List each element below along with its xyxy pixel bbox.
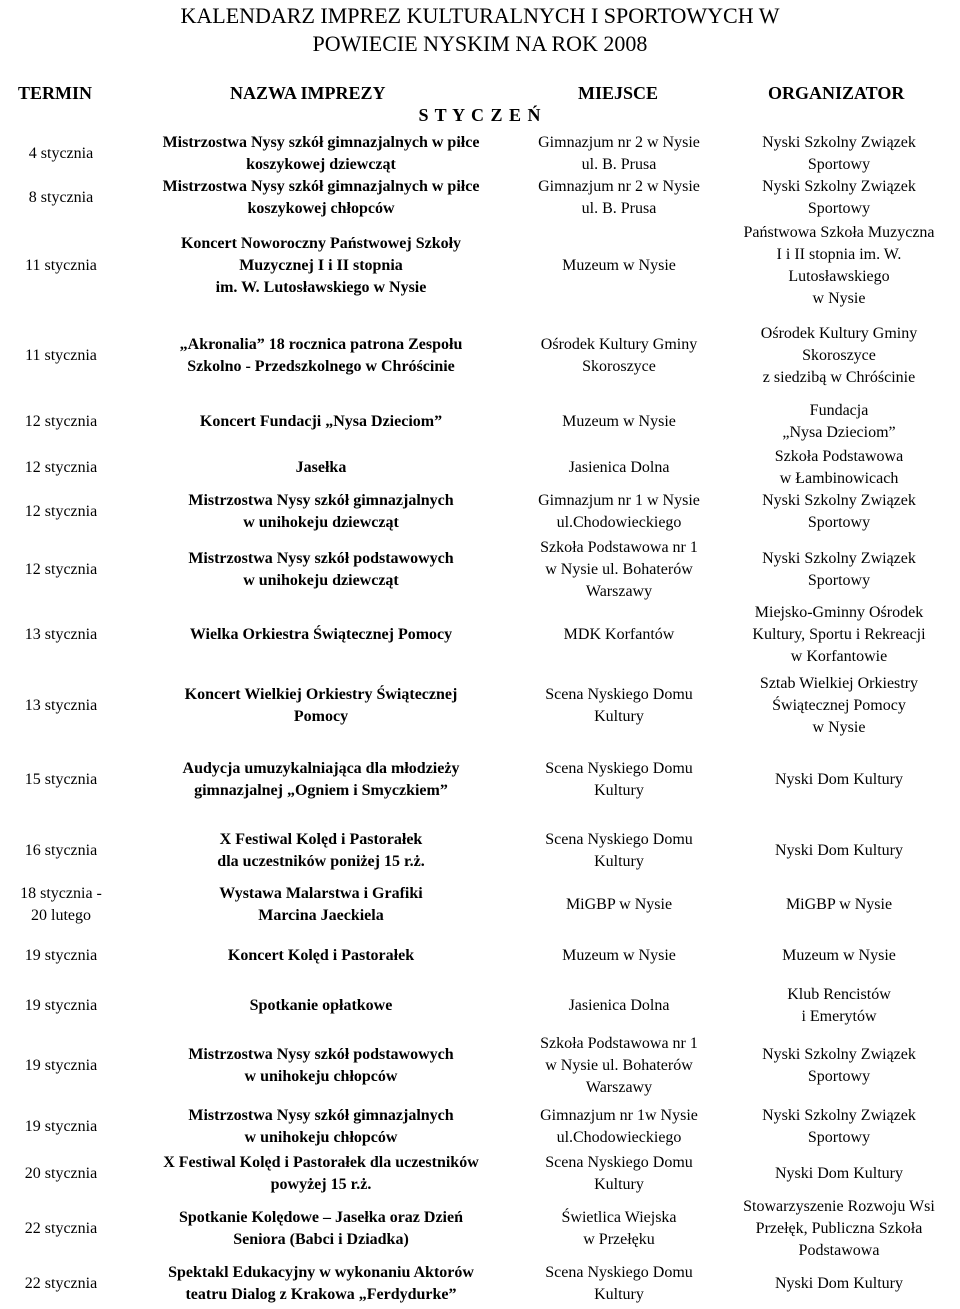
event-name-cell <box>122 489 520 535</box>
event-organizer: Muzeum w Nysie <box>782 947 896 964</box>
event-term: 12 stycznia <box>24 561 98 578</box>
event-name: „Akronalia” 18 rocznica patrona Zespołu Szkolno - Przedszkolnego w Chróścinie <box>179 336 463 375</box>
event-organizer: Sztab Wielkiej Orkiestry Świątecznej Pomocy w Nysie <box>759 675 919 736</box>
event-organizer-cell <box>718 880 960 930</box>
event-organizer-cell <box>718 221 960 311</box>
event-organizer: Szkoła Podstawowa w Łambinowicach <box>774 448 904 487</box>
event-place-cell <box>520 822 718 880</box>
event-organizer: Nyski Szkolny Związek Sportowy <box>762 178 916 217</box>
event-name-cell <box>122 221 520 311</box>
event-place: Gimnazjum nr 1 w Nysie ul.Chodowieckiego <box>538 492 700 531</box>
event-term: 15 stycznia <box>24 771 98 788</box>
event-place-cell <box>520 1100 718 1154</box>
event-organizer-cell <box>718 934 960 978</box>
event-term: 22 stycznia <box>24 1220 98 1237</box>
event-name-cell <box>122 934 520 978</box>
event-name: Audycja umuzykalniająca dla młodzieży gimnazjalnej „Ogniem i Smyczkiem” <box>182 760 460 799</box>
table-row <box>0 1198 960 1260</box>
header-term: TERMIN <box>18 83 93 103</box>
event-organizer: Nyski Szkolny Związek Sportowy <box>762 1046 916 1085</box>
table-row <box>0 221 960 311</box>
event-organizer: Nyski Dom Kultury <box>775 842 903 859</box>
event-term-cell <box>0 446 122 490</box>
event-organizer-cell <box>718 132 960 176</box>
event-name: Mistrzostwa Nysy szkół podstawowych w unihokeju chłopców <box>188 1046 454 1085</box>
event-name-cell <box>122 132 520 176</box>
event-name-cell <box>122 535 520 605</box>
event-place: Gimnazjum nr 1w Nysie ul.Chodowieckiego <box>540 1107 698 1146</box>
event-place-cell <box>520 934 718 978</box>
event-term: 4 stycznia <box>28 145 94 162</box>
event-term-cell <box>0 399 122 445</box>
event-organizer: Nyski Szkolny Związek Sportowy <box>762 492 916 531</box>
event-organizer-cell <box>718 535 960 605</box>
event-organizer: Fundacja „Nysa Dzieciom” <box>782 402 896 441</box>
event-organizer: Miejsko-Gminny Ośrodek Kultury, Sportu i Rekreacji w Korfantowie <box>752 604 926 665</box>
table-row <box>0 318 960 394</box>
event-name-cell <box>122 1154 520 1194</box>
event-term-cell <box>0 535 122 605</box>
event-term: 12 stycznia <box>24 459 98 476</box>
header-name: NAZWA IMPREZY <box>230 83 386 103</box>
event-name: Wystawa Malarstwa i Grafiki Marcina Jaeckiela <box>219 885 423 924</box>
table-row <box>0 822 960 880</box>
event-place: Muzeum w Nysie <box>562 947 676 964</box>
event-term-cell <box>0 1100 122 1154</box>
event-term-cell <box>0 176 122 220</box>
event-organizer: Nyski Szkolny Związek Sportowy <box>762 1107 916 1146</box>
event-name: Spektakl Edukacyjny w wykonaniu Aktorów teatru Dialog z Krakowa „Ferdydurke” <box>168 1264 474 1303</box>
event-name-cell <box>122 880 520 930</box>
event-place: Jasienica Dolna <box>568 459 670 476</box>
event-name: Jasełka <box>295 459 347 476</box>
event-term: 11 stycznia <box>25 257 97 274</box>
event-term-cell <box>0 1032 122 1100</box>
event-name: Mistrzostwa Nysy szkół gimnazjalnych w piłce koszykowej chłopców <box>162 178 480 217</box>
event-name-cell <box>122 399 520 445</box>
event-organizer-cell <box>718 606 960 664</box>
event-organizer-cell <box>718 982 960 1030</box>
event-place-cell <box>520 750 718 810</box>
event-term-cell <box>0 1260 122 1308</box>
event-organizer-cell <box>718 822 960 880</box>
event-place-cell <box>520 446 718 490</box>
event-organizer: Klub Rencistów i Emerytów <box>787 986 891 1025</box>
event-organizer-cell <box>718 666 960 746</box>
event-term: 22 stycznia <box>24 1275 98 1292</box>
event-organizer: Nyski Dom Kultury <box>775 1275 903 1292</box>
table-row <box>0 982 960 1030</box>
event-term: 16 stycznia <box>24 842 98 859</box>
event-name-cell <box>122 176 520 220</box>
event-term-cell <box>0 318 122 394</box>
event-term: 19 stycznia <box>24 1057 98 1074</box>
table-row <box>0 1260 960 1308</box>
event-place: MiGBP w Nysie <box>565 896 673 913</box>
table-row <box>0 176 960 220</box>
event-name: Mistrzostwa Nysy szkół podstawowych w unihokeju dziewcząt <box>188 550 454 589</box>
event-name: X Festiwal Kolęd i Pastorałek dla uczestników powyżej 15 r.ż. <box>163 1154 479 1193</box>
table-row <box>0 750 960 810</box>
event-organizer: MiGBP w Nysie <box>785 896 893 913</box>
event-name-cell <box>122 1032 520 1100</box>
event-term-cell <box>0 934 122 978</box>
event-organizer-cell <box>718 1198 960 1260</box>
event-name-cell <box>122 750 520 810</box>
event-organizer-cell <box>718 1032 960 1100</box>
title-line-1: KALENDARZ IMPREZ KULTURALNYCH I SPORTOWYCH W <box>180 3 780 28</box>
event-place: Jasienica Dolna <box>568 997 670 1014</box>
table-row <box>0 1032 960 1100</box>
event-organizer: Nyski Dom Kultury <box>775 1165 903 1182</box>
document-title <box>0 2 960 58</box>
event-organizer-cell <box>718 1154 960 1194</box>
event-place-cell <box>520 535 718 605</box>
event-term-cell <box>0 489 122 535</box>
event-place: MDK Korfantów <box>563 626 675 643</box>
event-organizer-cell <box>718 1260 960 1308</box>
event-organizer-cell <box>718 1100 960 1154</box>
table-row <box>0 880 960 930</box>
event-organizer: Nyski Dom Kultury <box>775 771 903 788</box>
event-place: Gimnazjum nr 2 w Nysie ul. B. Prusa <box>538 134 700 173</box>
table-row <box>0 1154 960 1194</box>
event-name: Mistrzostwa Nysy szkół gimnazjalnych w piłce koszykowej dziewcząt <box>162 134 480 173</box>
event-term-cell <box>0 1154 122 1194</box>
event-place-cell <box>520 606 718 664</box>
event-organizer-cell <box>718 446 960 490</box>
event-name: X Festiwal Kolęd i Pastorałek dla uczestników poniżej 15 r.ż. <box>217 831 425 870</box>
event-place-cell <box>520 132 718 176</box>
event-name-cell <box>122 606 520 664</box>
event-organizer-cell <box>718 176 960 220</box>
event-term: 13 stycznia <box>24 626 98 643</box>
event-organizer-cell <box>718 318 960 394</box>
event-term: 11 stycznia <box>25 347 97 364</box>
event-name: Wielka Orkiestra Świątecznej Pomocy <box>189 626 453 643</box>
table-row <box>0 606 960 664</box>
event-organizer: Stowarzyszenie Rozwoju Wsi Przełęk, Publiczna Szkoła Podstawowa <box>743 1198 935 1259</box>
event-name-cell <box>122 1100 520 1154</box>
event-term-cell <box>0 1198 122 1260</box>
event-organizer-cell <box>718 489 960 535</box>
event-name-cell <box>122 318 520 394</box>
event-term: 20 stycznia <box>24 1165 98 1182</box>
event-name: Koncert Fundacji „Nysa Dzieciom” <box>199 413 443 430</box>
event-place-cell <box>520 399 718 445</box>
event-organizer-cell <box>718 399 960 445</box>
table-row <box>0 446 960 490</box>
event-name-cell <box>122 1260 520 1308</box>
event-place: Świetlica Wiejska w Przełęku <box>561 1209 677 1248</box>
title-line-2: POWIECIE NYSKIM NA ROK 2008 <box>312 31 648 56</box>
event-term: 19 stycznia <box>24 997 98 1014</box>
event-place: Scena Nyskiego Domu Kultury <box>545 686 693 725</box>
event-name: Koncert Kolęd i Pastorałek <box>227 947 415 964</box>
event-term-cell <box>0 750 122 810</box>
table-row <box>0 666 960 746</box>
event-place-cell <box>520 1260 718 1308</box>
event-term: 12 stycznia <box>24 503 98 520</box>
table-row <box>0 934 960 978</box>
event-term: 8 stycznia <box>28 189 94 206</box>
event-name: Mistrzostwa Nysy szkół gimnazjalnych w unihokeju chłopców <box>188 1107 454 1146</box>
event-place: Muzeum w Nysie <box>562 257 676 274</box>
event-term-cell <box>0 606 122 664</box>
event-name: Spotkanie opłatkowe <box>249 997 393 1014</box>
event-term: 13 stycznia <box>24 697 98 714</box>
event-organizer-cell <box>718 750 960 810</box>
event-term-cell <box>0 880 122 930</box>
month-heading: S T Y C Z E Ń <box>418 105 542 125</box>
event-name: Spotkanie Kolędowe – Jasełka oraz Dzień Seniora (Babci i Dziadka) <box>179 1209 463 1248</box>
event-organizer: Nyski Szkolny Związek Sportowy <box>762 134 916 173</box>
event-term: 19 stycznia <box>24 947 98 964</box>
event-term-cell <box>0 822 122 880</box>
event-place-cell <box>520 176 718 220</box>
event-place: Muzeum w Nysie <box>562 413 676 430</box>
event-place-cell <box>520 489 718 535</box>
event-place: Scena Nyskiego Domu Kultury <box>545 760 693 799</box>
event-organizer: Ośrodek Kultury Gminy Skoroszyce z siedzibą w Chróścinie <box>760 325 918 386</box>
event-place: Gimnazjum nr 2 w Nysie ul. B. Prusa <box>538 178 700 217</box>
event-organizer: Nyski Szkolny Związek Sportowy <box>762 550 916 589</box>
event-term: 19 stycznia <box>24 1118 98 1135</box>
event-term: 12 stycznia <box>24 413 98 430</box>
event-place-cell <box>520 318 718 394</box>
event-place-cell <box>520 1032 718 1100</box>
event-term: 18 stycznia - 20 lutego <box>20 885 102 924</box>
event-place: Szkoła Podstawowa nr 1 w Nysie ul. Bohaterów Warszawy <box>540 1035 698 1096</box>
event-place-cell <box>520 221 718 311</box>
event-place-cell <box>520 1198 718 1260</box>
event-name-cell <box>122 822 520 880</box>
event-place: Szkoła Podstawowa nr 1 w Nysie ul. Bohaterów Warszawy <box>540 539 698 600</box>
event-term-cell <box>0 132 122 176</box>
event-name: Koncert Noworoczny Państwowej Szkoły Muzycznej I i II stopnia im. W. Lutosławskiego w Nysie <box>180 235 462 296</box>
event-place-cell <box>520 982 718 1030</box>
event-term-cell <box>0 982 122 1030</box>
event-place: Scena Nyskiego Domu Kultury <box>545 831 693 870</box>
event-place-cell <box>520 666 718 746</box>
event-name-cell <box>122 1198 520 1260</box>
event-place-cell <box>520 1154 718 1194</box>
header-place: MIEJSCE <box>578 83 659 103</box>
event-name-cell <box>122 666 520 746</box>
event-name-cell <box>122 446 520 490</box>
table-row <box>0 489 960 535</box>
event-place: Scena Nyskiego Domu Kultury <box>545 1154 693 1193</box>
event-term-cell <box>0 666 122 746</box>
event-name: Mistrzostwa Nysy szkół gimnazjalnych w unihokeju dziewcząt <box>188 492 454 531</box>
table-row <box>0 132 960 176</box>
event-place: Scena Nyskiego Domu Kultury <box>545 1264 693 1303</box>
event-term-cell <box>0 221 122 311</box>
event-place-cell <box>520 880 718 930</box>
event-organizer: Państwowa Szkoła Muzyczna I i II stopnia im. W. Lutosławskiego w Nysie <box>743 224 935 307</box>
table-row <box>0 399 960 445</box>
event-name: Koncert Wielkiej Orkiestry Świątecznej Pomocy <box>184 686 458 725</box>
event-name-cell <box>122 982 520 1030</box>
event-place: Ośrodek Kultury Gminy Skoroszyce <box>540 336 698 375</box>
table-row <box>0 535 960 605</box>
table-row <box>0 1100 960 1154</box>
header-org: ORGANIZATOR <box>768 83 905 103</box>
